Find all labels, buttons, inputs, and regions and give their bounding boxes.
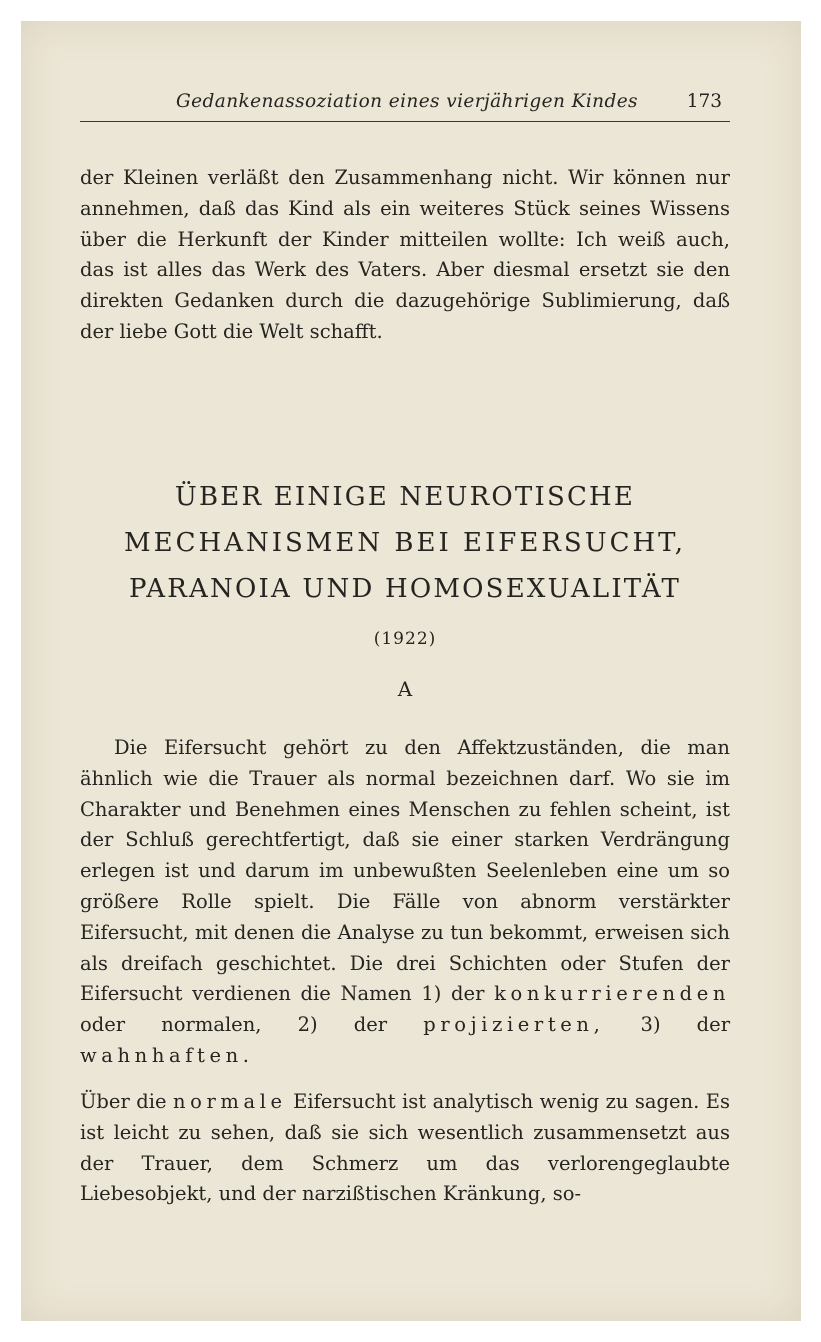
paragraph-3-text: Eifersucht ist analytisch wenig zu sagen. Es ist leicht zu sehen, daß sie sich wesentlich zusammensetzt aus der Trauer, dem Schmerz um das verlorengeglaubte Liebesobjekt, und der narzißtischen Kränkung, so-	[80, 1090, 731, 1206]
paragraph-3-intro: Über die	[80, 1090, 167, 1113]
chapter-title-line-2: MECHANISMEN BEI EIFERSUCHT,	[124, 528, 686, 558]
paragraph-2-text: Die Eifersucht gehört zu den Affektzuständen, die man ähnlich wie die Trauer als normal bezeichnen darf. Wo sie im Charakter und Benehmen eines Menschen zu fehlen scheint, ist der Schluß gerechtfertigt, daß sie einer starken Verdrängung erlegen ist und darum im unbewußten Seelenleben eine um so größere Rolle spielt. Die Fälle von abnorm verstärkter Eifersucht, mit denen die Analyse zu tun bekommt, erweisen sich als dreifach geschichtet. Die drei Schichten oder Stufen der Eifersucht verdienen die Namen 1) der	[80, 736, 730, 1006]
paragraph-1: der Kleinen verläßt den Zusammenhang nicht. Wir können nur annehmen, daß das Kind als ein weiteres Stück seines Wissens über die Herkunft der Kinder mitteilen wollte: Ich weiß auch, das ist alles das Werk des Vaters. Aber diesmal ersetzt sie den direkten Gedanken durch die dazugehörige Sublimierung, daß der liebe Gott die Welt schafft.	[80, 166, 730, 343]
paragraph-3	[80, 1087, 730, 1210]
spaced-term-projizierten: projizierten,	[423, 1013, 605, 1037]
spaced-term-wahnhaften: wahnhaften.	[80, 1043, 254, 1067]
paragraph-2-mid-2: 3) der	[640, 1013, 731, 1037]
running-title: Gedankenassoziation eines vierjährigen Kindes	[176, 91, 638, 112]
paragraph-2	[80, 733, 730, 1072]
chapter-year: (1922)	[373, 629, 437, 649]
chapter-title-line-3: PARANOIA UND HOMOSEXUALITÄT	[128, 574, 682, 604]
paragraph-2-mid-1: oder normalen, 2) der	[80, 1013, 388, 1037]
running-head	[80, 91, 730, 122]
page-number: 173	[686, 91, 722, 112]
chapter-title-line-1: ÜBER EINIGE NEUROTISCHE	[174, 482, 636, 512]
book-page	[21, 21, 801, 1321]
spaced-term-normale: normale	[172, 1090, 287, 1113]
section-letter: A	[397, 677, 413, 701]
spaced-term-konkurrierenden: konkurrierenden	[494, 982, 731, 1006]
